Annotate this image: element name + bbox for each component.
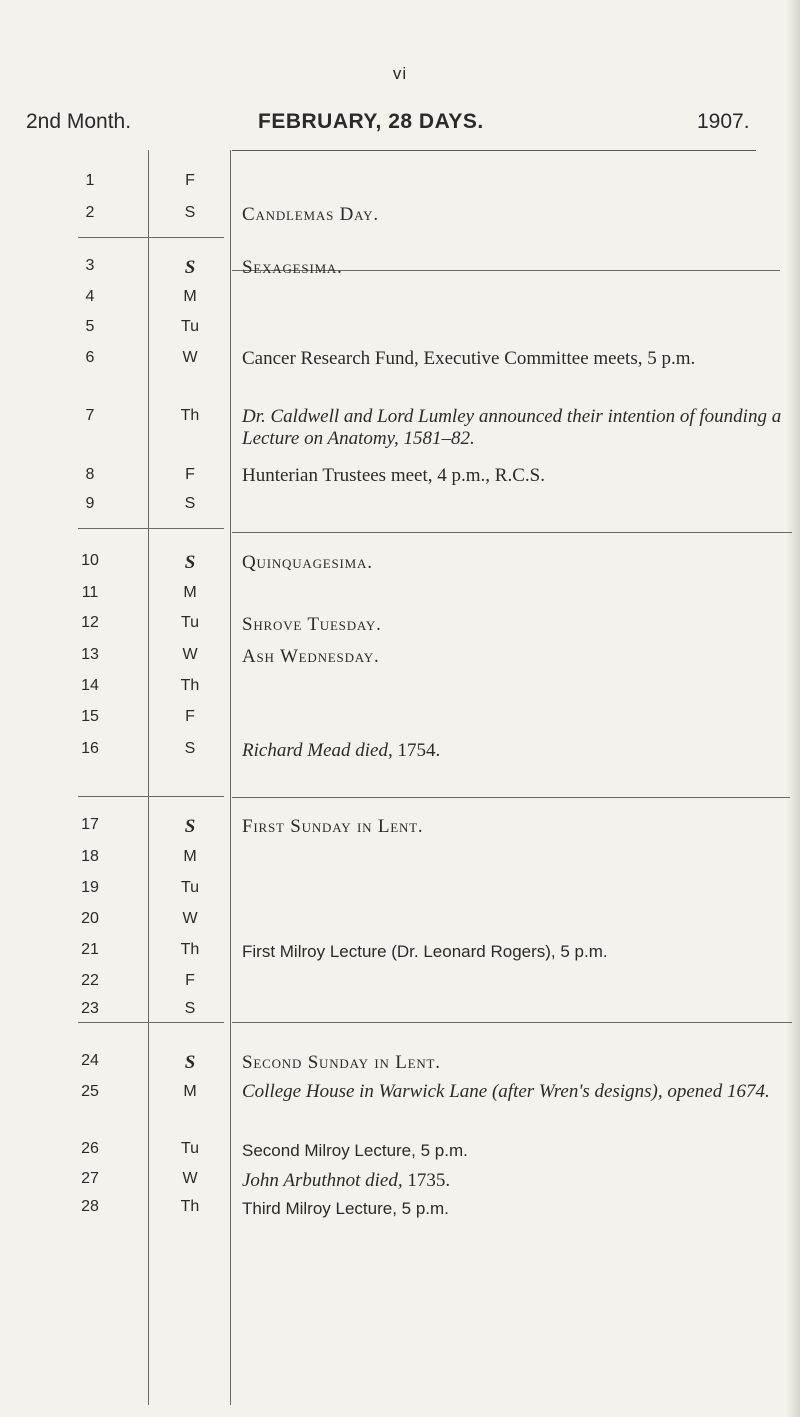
event-text-italic: College House in Warwick Lane (after Wren's designs), [242, 1081, 663, 1102]
weekday: W [182, 349, 198, 366]
event-text: Dr. Caldwell and Lord Lumley announced their intention of founding a Lecture on Anatomy, 1581–82. [242, 406, 782, 449]
event-text [242, 1170, 790, 1192]
day-number: 14 [81, 677, 99, 694]
event-text: Shrove Tuesday. [242, 614, 382, 635]
table-row [0, 972, 800, 1002]
weekday: W [182, 1170, 198, 1187]
event-text: First Milroy Lecture (Dr. Leonard Rogers), 5 p.m. [242, 942, 608, 961]
table-row [0, 646, 800, 676]
table-row [0, 257, 800, 287]
table-row [0, 349, 800, 379]
event-text [242, 1081, 790, 1103]
table-row [0, 708, 800, 738]
table-row [0, 910, 800, 940]
day-number: 21 [81, 941, 99, 958]
event-text: Ash Wednesday. [242, 646, 380, 667]
table-row [0, 1052, 800, 1082]
day-number: 5 [85, 318, 95, 335]
week-separator [78, 237, 224, 238]
weekday: Th [180, 407, 200, 424]
weekday: Tu [180, 879, 200, 896]
day-number: 12 [81, 614, 99, 631]
week-separator [78, 528, 224, 529]
day-number: 7 [85, 407, 95, 424]
event-text-plain: opened 1674. [662, 1081, 770, 1102]
table-row [0, 1000, 800, 1030]
day-number: 18 [81, 848, 99, 865]
day-number: 23 [81, 1000, 99, 1017]
event-text: Cancer Research Fund, Executive Committee meets, 5 p.m. [242, 348, 696, 369]
week-separator [78, 796, 224, 797]
event-text: Hunterian Trustees meet, 4 p.m., R.C.S. [242, 465, 545, 486]
weekday: S [184, 552, 196, 573]
event-text: Sexagesima. [242, 257, 343, 278]
event-text [242, 740, 790, 762]
page-number: vi [392, 64, 408, 83]
weekday: M [183, 848, 197, 865]
day-number: 17 [81, 816, 99, 833]
table-row [0, 204, 800, 234]
event-text: Quinquagesima. [242, 552, 373, 573]
day-number: 20 [81, 910, 99, 927]
day-number: 11 [81, 584, 99, 601]
day-number: 3 [85, 257, 95, 274]
table-row [0, 848, 800, 878]
table-row [0, 288, 800, 318]
day-number: 22 [81, 972, 99, 989]
day-number: 1 [85, 172, 95, 189]
day-number: 19 [81, 879, 99, 896]
weekday: S [184, 1000, 196, 1017]
weekday: Tu [180, 1140, 200, 1157]
day-number: 13 [81, 646, 99, 663]
week-separator [232, 532, 792, 533]
weekday: Tu [180, 318, 200, 335]
event-text: Second Sunday in Lent. [242, 1052, 441, 1073]
table-row [0, 879, 800, 909]
event-text: Candlemas Day. [242, 204, 379, 225]
weekday: F [185, 708, 195, 725]
day-number: 28 [81, 1198, 99, 1215]
table-row [0, 677, 800, 707]
day-number: 10 [81, 552, 99, 569]
weekday: W [182, 910, 198, 927]
weekday: W [182, 646, 198, 663]
weekday: M [183, 584, 197, 601]
day-number: 24 [81, 1052, 99, 1069]
weekday: M [183, 1083, 197, 1100]
event-text: Second Milroy Lecture, 5 p.m. [242, 1141, 468, 1160]
table-row [0, 552, 800, 582]
weekday: Tu [180, 614, 200, 631]
table-row [0, 941, 800, 971]
table-row [0, 172, 800, 202]
day-number: 9 [85, 495, 95, 512]
weekday: S [184, 204, 196, 221]
day-number: 4 [85, 288, 95, 305]
event-text-italic: Richard Mead died, [242, 740, 393, 761]
table-row [0, 318, 800, 348]
table-row [0, 816, 800, 846]
weekday: F [185, 172, 195, 189]
weekday: F [185, 972, 195, 989]
weekday: F [185, 466, 195, 483]
event-text-plain: 1735. [402, 1170, 451, 1191]
weekday: S [184, 495, 196, 512]
table-row [0, 614, 800, 644]
page-title: FEBRUARY, 28 DAYS. [258, 110, 484, 133]
week-separator [232, 797, 790, 798]
weekday: S [184, 1052, 196, 1073]
table-row [0, 1198, 800, 1228]
weekday: S [184, 740, 196, 757]
table-row [0, 740, 800, 770]
event-text-plain: 1754. [392, 740, 441, 761]
table-row [0, 495, 800, 525]
day-number: 16 [81, 740, 99, 757]
event-text: First Sunday in Lent. [242, 816, 424, 837]
weekday: S [184, 816, 196, 837]
day-number: 26 [81, 1140, 99, 1157]
table-row [0, 1083, 800, 1113]
day-number: 25 [81, 1083, 99, 1100]
header-rule [232, 150, 756, 151]
day-number: 15 [81, 708, 99, 725]
weekday: Th [180, 1198, 200, 1215]
year-label: 1907. [697, 110, 750, 133]
day-number: 2 [85, 204, 95, 221]
event-text-italic: John Arbuthnot died, [242, 1170, 403, 1191]
table-row [0, 1170, 800, 1200]
table-row [0, 466, 800, 496]
weekday: M [183, 288, 197, 305]
day-number: 27 [81, 1170, 99, 1187]
weekday: Th [180, 677, 200, 694]
table-row [0, 406, 800, 449]
day-number: 8 [85, 466, 95, 483]
weekday: S [184, 257, 196, 278]
table-row [0, 1140, 800, 1170]
table-row [0, 584, 800, 614]
event-text: Third Milroy Lecture, 5 p.m. [242, 1199, 449, 1218]
day-number: 6 [85, 349, 95, 366]
month-label: 2nd Month. [26, 110, 132, 133]
weekday: Th [180, 941, 200, 958]
